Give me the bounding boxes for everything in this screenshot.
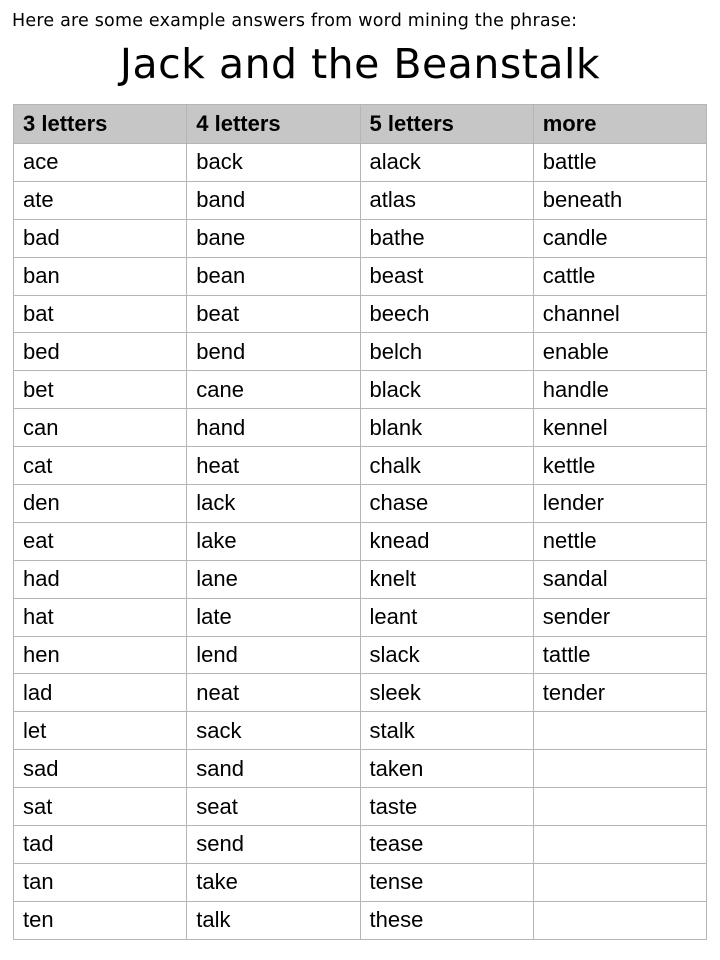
intro-text: Here are some example answers from word mining the phrase: [12,11,578,31]
word-cell: back [187,144,360,182]
word-cell: bean [187,257,360,295]
word-cell: sack [187,712,360,750]
word-cell: beat [187,295,360,333]
word-cell [533,863,706,901]
word-cell: bet [14,371,187,409]
table-row [14,522,707,560]
word-cell: neat [187,674,360,712]
word-cell: lake [187,522,360,560]
word-cell: ace [14,144,187,182]
word-cell: lane [187,560,360,598]
table-row [14,636,707,674]
word-cell: lend [187,636,360,674]
table-row [14,371,707,409]
word-cell: leant [360,598,533,636]
word-table [13,104,707,940]
table-row [14,863,707,901]
table-header-row [14,105,707,144]
word-cell: kettle [533,447,706,485]
table-row [14,560,707,598]
word-cell: ban [14,257,187,295]
word-cell [533,712,706,750]
table-row [14,447,707,485]
word-cell: talk [187,901,360,939]
word-cell: seat [187,788,360,826]
table-row [14,750,707,788]
word-cell: let [14,712,187,750]
table-body [14,144,707,940]
table-row [14,257,707,295]
word-cell: eat [14,522,187,560]
table-row [14,901,707,939]
word-cell: lender [533,485,706,523]
word-cell: atlas [360,181,533,219]
word-cell: cat [14,447,187,485]
table-row [14,181,707,219]
word-cell: channel [533,295,706,333]
word-cell: candle [533,219,706,257]
word-cell: nettle [533,522,706,560]
word-cell: sandal [533,560,706,598]
table-row [14,598,707,636]
word-cell: sat [14,788,187,826]
table-row [14,144,707,182]
column-header: 5 letters [360,105,533,144]
word-cell: had [14,560,187,598]
word-cell: bed [14,333,187,371]
word-cell: knead [360,522,533,560]
table-row [14,788,707,826]
word-cell: alack [360,144,533,182]
word-cell: ten [14,901,187,939]
table-row [14,826,707,864]
word-cell: enable [533,333,706,371]
word-cell: kennel [533,409,706,447]
table-row [14,219,707,257]
table-row [14,409,707,447]
word-cell: tan [14,863,187,901]
word-cell: belch [360,333,533,371]
word-cell: sad [14,750,187,788]
word-cell: can [14,409,187,447]
word-cell: battle [533,144,706,182]
word-cell: sleek [360,674,533,712]
word-cell: tad [14,826,187,864]
word-cell: beneath [533,181,706,219]
word-cell: black [360,371,533,409]
table-row [14,333,707,371]
word-cell: tease [360,826,533,864]
word-cell [533,826,706,864]
word-cell: sender [533,598,706,636]
word-cell: slack [360,636,533,674]
word-cell [533,750,706,788]
word-cell: heat [187,447,360,485]
word-cell: bane [187,219,360,257]
table-row [14,712,707,750]
word-cell [533,788,706,826]
table-row [14,674,707,712]
word-cell: beast [360,257,533,295]
word-cell: taste [360,788,533,826]
word-cell: stalk [360,712,533,750]
column-header: more [533,105,706,144]
word-cell: cattle [533,257,706,295]
word-cell: hen [14,636,187,674]
table-row [14,485,707,523]
word-cell: knelt [360,560,533,598]
word-cell: lad [14,674,187,712]
table-row [14,295,707,333]
word-cell [533,901,706,939]
word-cell: taken [360,750,533,788]
word-cell: tense [360,863,533,901]
column-header: 4 letters [187,105,360,144]
word-cell: take [187,863,360,901]
word-cell: late [187,598,360,636]
word-cell: blank [360,409,533,447]
word-cell: cane [187,371,360,409]
word-cell: lack [187,485,360,523]
word-cell: den [14,485,187,523]
word-cell: ate [14,181,187,219]
word-cell: hand [187,409,360,447]
word-cell: chalk [360,447,533,485]
word-cell: send [187,826,360,864]
word-cell: these [360,901,533,939]
word-cell: sand [187,750,360,788]
word-cell: tender [533,674,706,712]
word-cell: bad [14,219,187,257]
word-cell: beech [360,295,533,333]
page-title: Jack and the Beanstalk [119,40,601,88]
word-cell: tattle [533,636,706,674]
word-cell: bend [187,333,360,371]
word-cell: hat [14,598,187,636]
word-cell: bathe [360,219,533,257]
word-cell: chase [360,485,533,523]
word-cell: bat [14,295,187,333]
column-header: 3 letters [14,105,187,144]
word-cell: handle [533,371,706,409]
word-cell: band [187,181,360,219]
